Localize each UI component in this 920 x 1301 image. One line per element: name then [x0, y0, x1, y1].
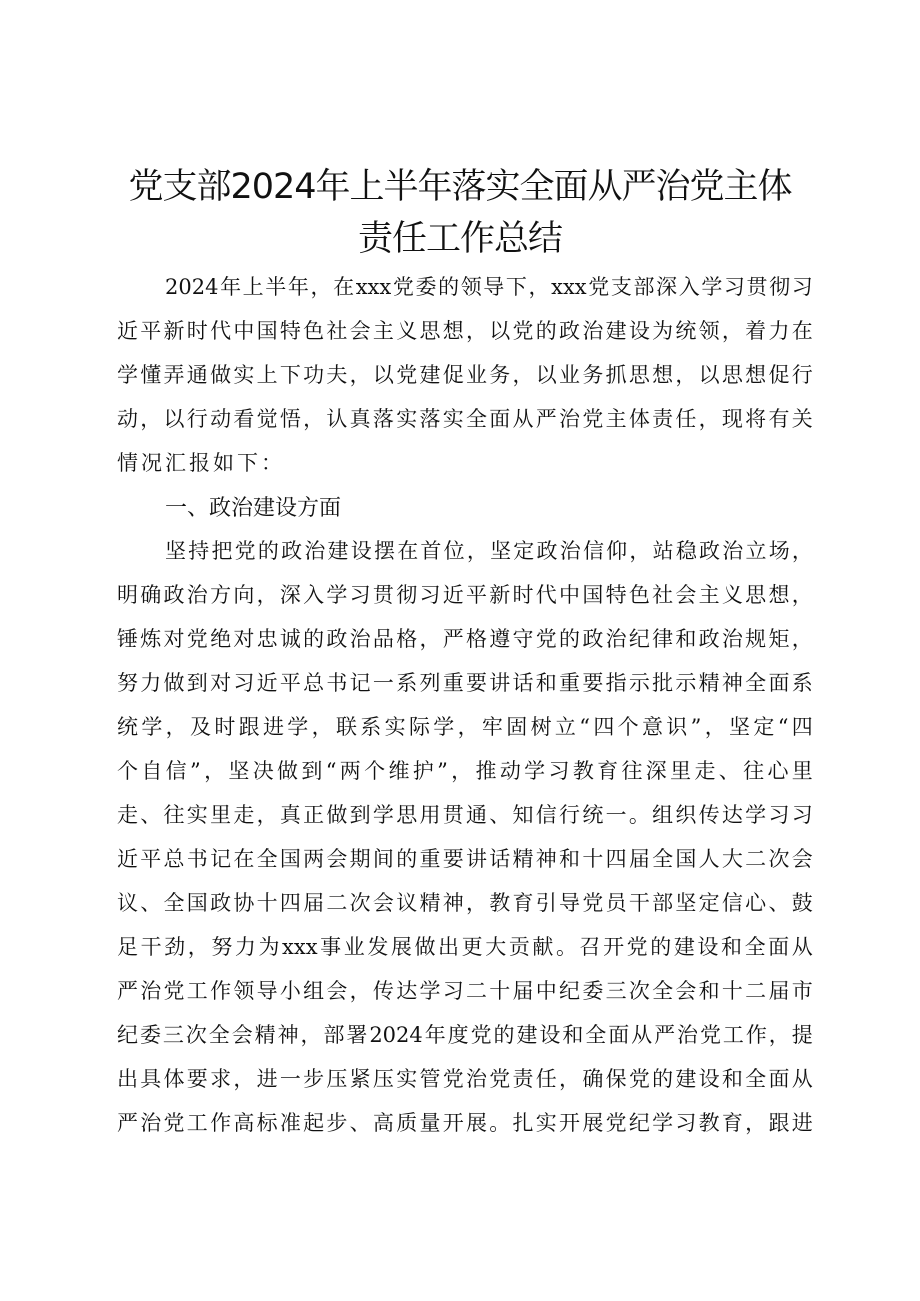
intro-line: 动 ， 以 行 动 看 觉 悟 ， 认 真 落 实 落 实 全 面 从 严 治 党 主 体 责 任 ， 现 将 有 关 — [117, 407, 813, 431]
document-title-line-2: 责任工作总结 — [357, 219, 562, 259]
body-line: 议 、 全 国 政 协 十 四 届 二 次 会 议 精 神 ， 教 育 引 导 党 员 干 部 坚 定 信 心 、 鼓 — [117, 891, 813, 915]
body-line: 统 学 ， 及 时 跟 进 学 ， 联 系 实 际 学 ， 牢 固 树 立 “ 四 个 意 识 ” ， 坚 定 “ 四 — [117, 715, 813, 739]
body-line: 严 治 党 工 作 高 标 准 起 步 、 高 质 量 开 展 。 扎 实 开 展 党 纪 学 习 教 育 ， 跟 进 — [117, 1111, 813, 1135]
body-line: 足 干 劲 ， 努 力 为 xxx 事 业 发 展 做 出 更 大 贡 献 。 召 开 党 的 建 设 和 全 面 从 — [117, 935, 813, 959]
body-line: 近 平 总 书 记 在 全 国 两 会 期 间 的 重 要 讲 话 精 神 和 十 四 届 全 国 人 大 二 次 会 — [117, 847, 813, 871]
body-line: 努 力 做 到 对 习 近 平 总 书 记 一 系 列 重 要 讲 话 和 重 要 指 示 批 示 精 神 全 面 系 — [117, 671, 813, 695]
body-line: 严 治 党 工 作 领 导 小 组 会 ， 传 达 学 习 二 十 届 中 纪 委 三 次 全 会 和 十 二 届 市 — [117, 979, 813, 1003]
section-heading: 一、政治建设方面 — [165, 496, 342, 521]
intro-line: 情况汇报如下： — [117, 451, 285, 475]
body-line: 明 确 政 治 方 向 ， 深 入 学 习 贯 彻 习 近 平 新 时 代 中 国 特 色 社 会 主 义 思 想 ， — [117, 583, 813, 607]
body-line: 坚 持 把 党 的 政 治 建 设 摆 在 首 位 ， 坚 定 政 治 信 仰 ， 站 稳 政 治 立 场 ， — [165, 539, 813, 563]
body-line: 出 具 体 要 求 ， 进 一 步 压 紧 压 实 管 党 治 党 责 任 ， 确 保 党 的 建 设 和 全 面 从 — [117, 1067, 813, 1091]
document-title-line-1: 党支部2024年上半年落实全面从严治党主体 — [128, 167, 792, 207]
body-line: 锤 炼 对 党 绝 对 忠 诚 的 政 治 品 格 ， 严 格 遵 守 党 的 政 治 纪 律 和 政 治 规 矩 ， — [117, 627, 813, 651]
body-line: 走 、 往 实 里 走 ， 真 正 做 到 学 思 用 贯 通 、 知 信 行 统 一 。 组 织 传 达 学 习 习 — [117, 803, 813, 827]
body-line: 个 自 信 ” ， 坚 决 做 到 “ 两 个 维 护 ” ， 推 动 学 习 教 育 往 深 里 走 、 往 心 里 — [117, 759, 813, 783]
intro-line: 近 平 新 时 代 中 国 特 色 社 会 主 义 思 想 ， 以 党 的 政 治 建 设 为 统 领 ， 着 力 在 — [117, 319, 813, 343]
intro-line: 学 懂 弄 通 做 实 上 下 功 夫 ， 以 党 建 促 业 务 ， 以 业 务 抓 思 想 ， 以 思 想 促 行 — [117, 363, 813, 387]
body-line: 纪 委 三 次 全 会 精 神 ， 部 署 2024 年 度 党 的 建 设 和 全 面 从 严 治 党 工 作 ， 提 — [117, 1023, 813, 1047]
intro-line: 2024 年 上 半 年 ， 在 xxx 党 委 的 领 导 下 ， xxx 党 支 部 深 入 学 习 贯 彻 习 — [165, 275, 813, 299]
